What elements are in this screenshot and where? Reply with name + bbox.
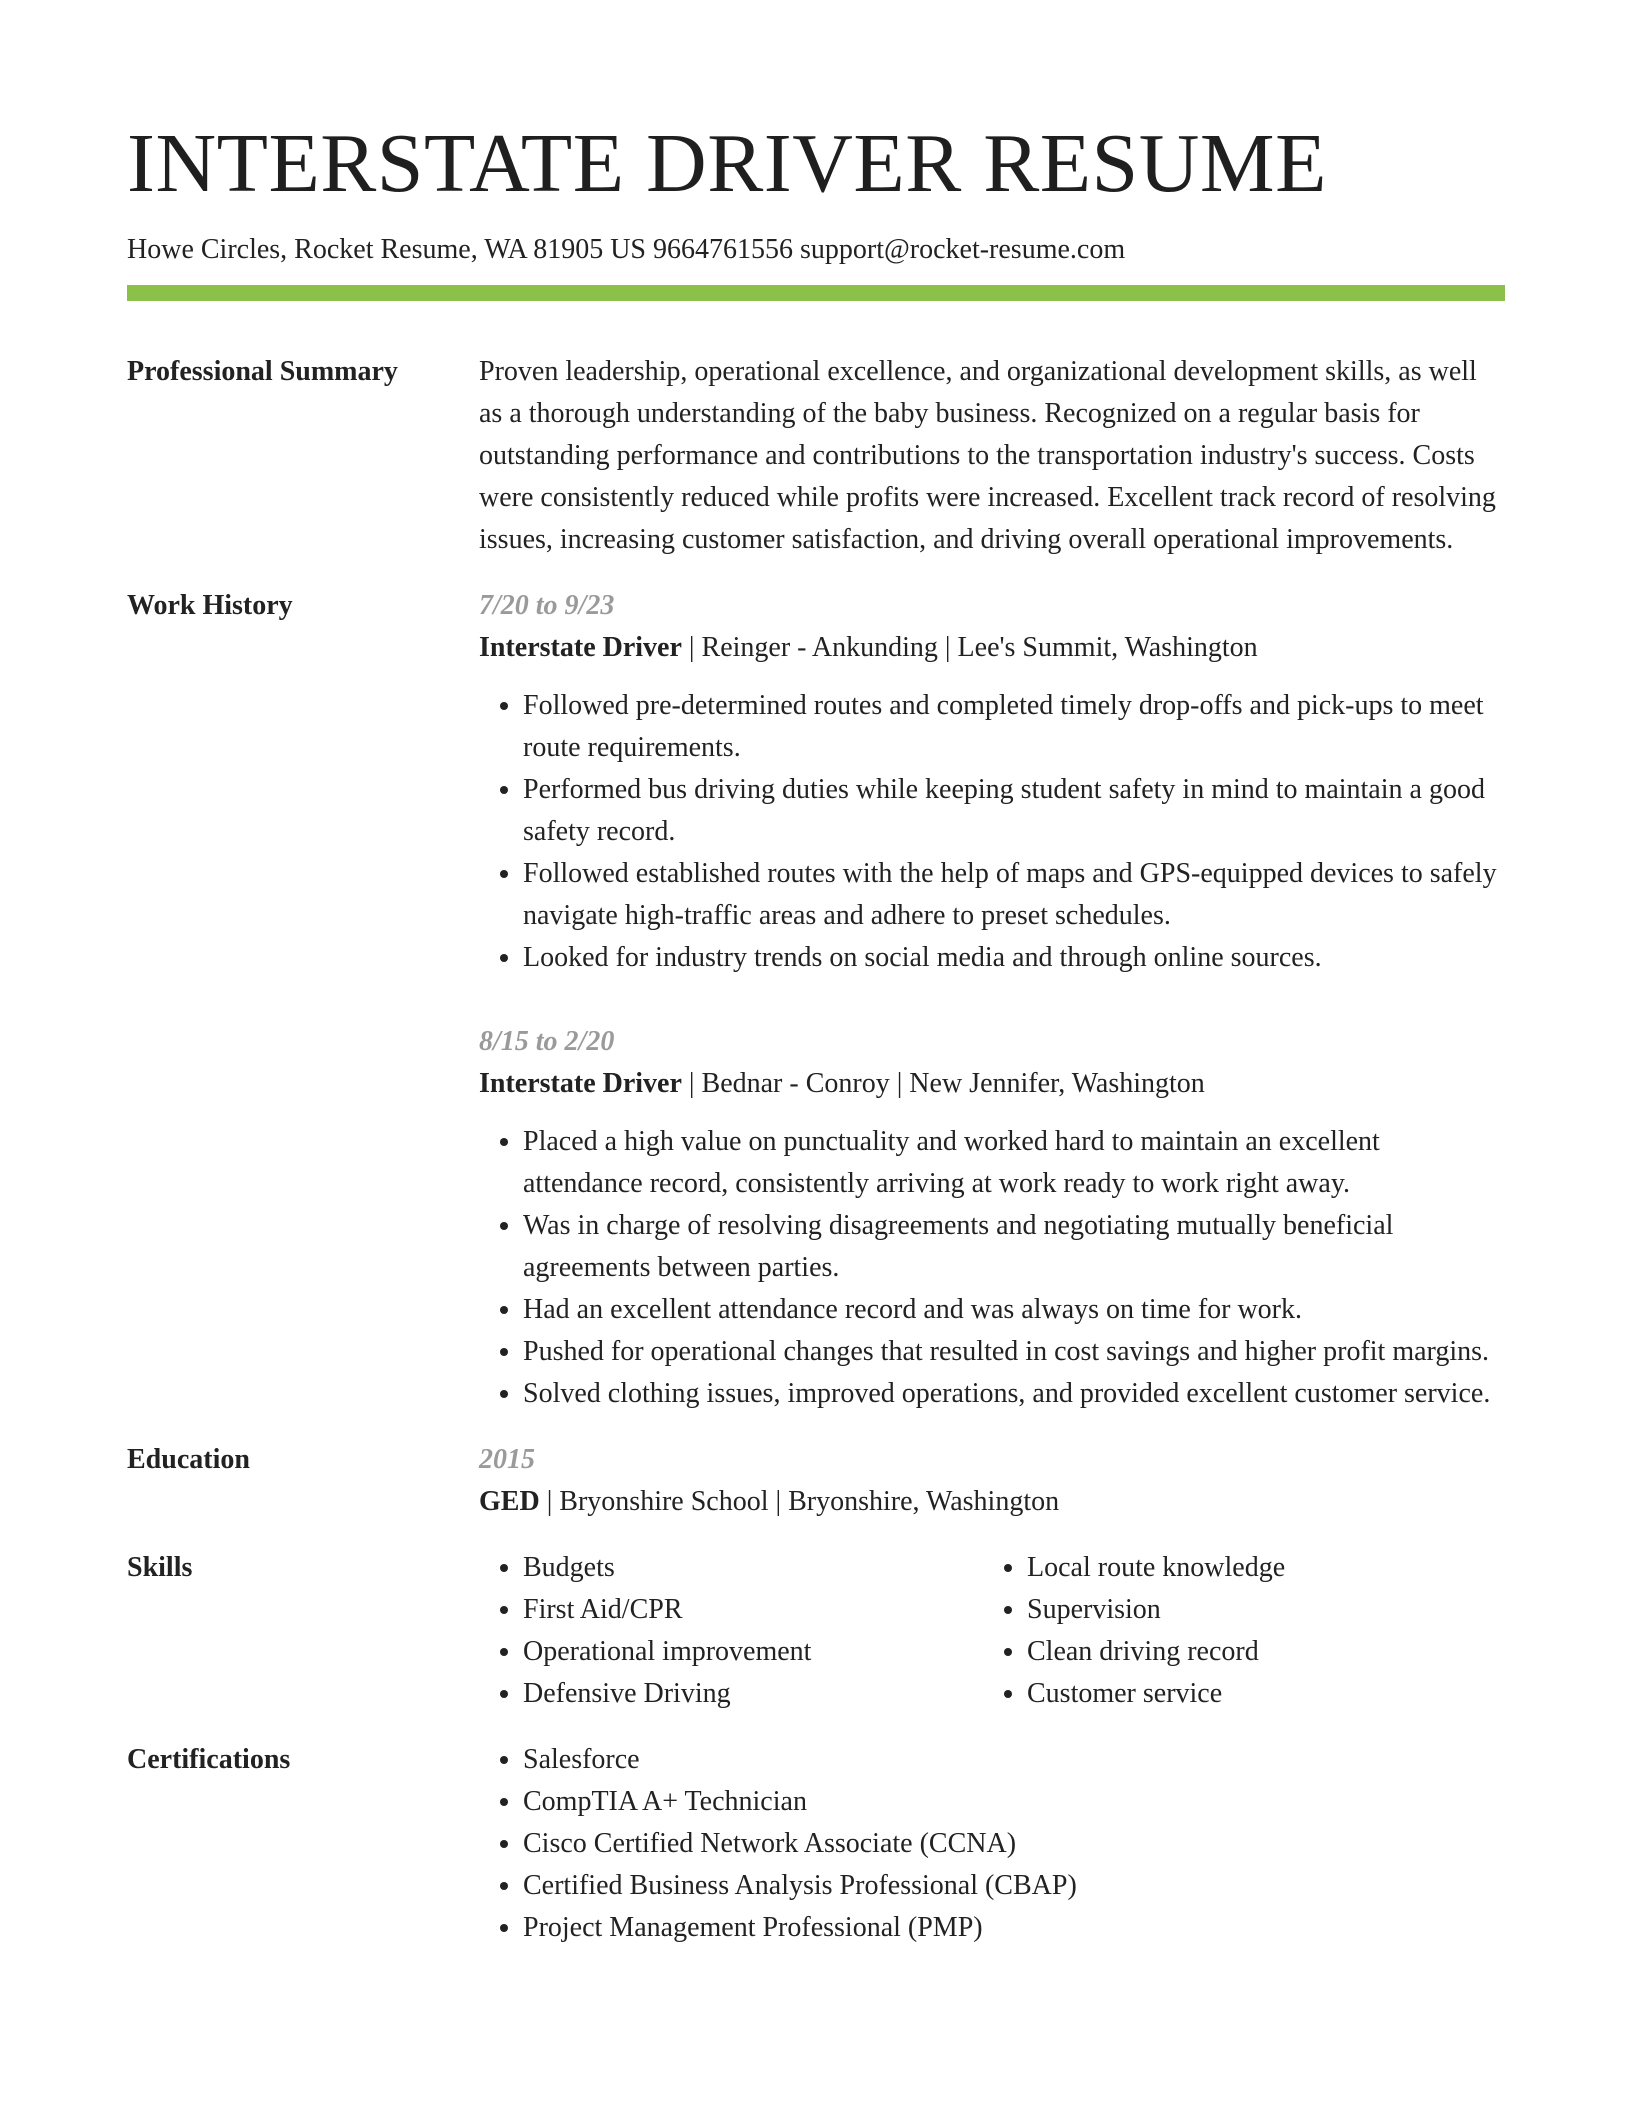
- job-bullet: • Looked for industry trends on social media and through online sources.: [523, 937, 1505, 979]
- certification-item: • Salesforce: [523, 1739, 1505, 1781]
- certification-item: • Cisco Certified Network Associate (CCNA): [523, 1823, 1505, 1865]
- summary-text: Proven leadership, operational excellence, and organizational development skills, as well as a thorough understanding of the baby business. Recognized on a regular basis for outstanding performance and contributions to the transportation industry's success. Costs were consistently reduced while profits were increased. Excellent track record of resolving issues, increasing customer satisfaction, and driving overall operational improvements.: [479, 356, 1496, 555]
- job-bullet: • Placed a high value on punctuality and worked hard to maintain an excellent attendance record, consistently arriving at work ready to work right away.: [523, 1121, 1505, 1205]
- skill-item: • First Aid/CPR: [523, 1589, 983, 1631]
- summary-body: [479, 351, 1505, 561]
- education-details: | Bryonshire School | Bryonshire, Washington: [539, 1486, 1060, 1517]
- job-bullet: • Pushed for operational changes that resulted in cost savings and higher profit margins.: [523, 1331, 1505, 1373]
- job-title-line: [479, 1063, 1505, 1105]
- resume-content: [127, 351, 1505, 1973]
- job-bullet: • Had an excellent attendance record and was always on time for work.: [523, 1289, 1505, 1331]
- skill-item: • Local route knowledge: [1027, 1547, 1487, 1589]
- certifications-body: [479, 1739, 1505, 1949]
- header-accent-rule: [127, 285, 1505, 301]
- section-label-summary: Professional Summary: [127, 356, 398, 387]
- job-title: Interstate Driver: [479, 632, 682, 663]
- section-skills: [127, 1547, 1505, 1715]
- certification-item: • Project Management Professional (PMP): [523, 1907, 1505, 1949]
- education-line: [479, 1481, 1505, 1523]
- education-degree: GED: [479, 1486, 540, 1517]
- job-dates: 7/20 to 9/23: [479, 590, 615, 621]
- skills-column-1: [479, 1547, 983, 1715]
- job-bullets: [479, 1121, 1505, 1415]
- job-entry: [479, 1021, 1505, 1415]
- work-history-body: [479, 585, 1505, 1415]
- certification-item: • Certified Business Analysis Professional (CBAP): [523, 1865, 1505, 1907]
- job-bullet: • Performed bus driving duties while keeping student safety in mind to maintain a good safety record.: [523, 769, 1505, 853]
- job-bullet: • Followed pre-determined routes and completed timely drop-offs and pick-ups to meet route requirements.: [523, 685, 1505, 769]
- skill-item: • Budgets: [523, 1547, 983, 1589]
- section-work-history: [127, 585, 1505, 1415]
- skill-item: • Defensive Driving: [523, 1673, 983, 1715]
- skills-column-2: [983, 1547, 1487, 1715]
- section-label-education: Education: [127, 1444, 250, 1475]
- section-label-skills: Skills: [127, 1552, 193, 1583]
- section-education: [127, 1439, 1505, 1523]
- job-bullet: • Was in charge of resolving disagreements and negotiating mutually beneficial agreements between parties.: [523, 1205, 1505, 1289]
- job-details: | Reinger - Ankunding | Lee's Summit, Washington: [681, 632, 1258, 663]
- resume-title: INTERSTATE DRIVER RESUME: [127, 117, 1327, 210]
- skill-item: • Supervision: [1027, 1589, 1487, 1631]
- section-summary: [127, 351, 1505, 561]
- section-label-work-history: Work History: [127, 590, 293, 621]
- job-title-line: [479, 627, 1505, 669]
- job-title: Interstate Driver: [479, 1068, 682, 1099]
- contact-line: Howe Circles, Rocket Resume, WA 81905 US 9664761556 support@rocket-resume.com: [127, 234, 1126, 265]
- education-year: 2015: [479, 1444, 535, 1475]
- skill-item: • Customer service: [1027, 1673, 1487, 1715]
- section-certifications: [127, 1739, 1505, 1949]
- skill-item: • Operational improvement: [523, 1631, 983, 1673]
- skills-body: [479, 1547, 1505, 1715]
- job-bullet: • Solved clothing issues, improved operations, and provided excellent customer service.: [523, 1373, 1505, 1415]
- skill-item: • Clean driving record: [1027, 1631, 1487, 1673]
- job-dates: 8/15 to 2/20: [479, 1026, 615, 1057]
- certification-item: • CompTIA A+ Technician: [523, 1781, 1505, 1823]
- job-details: | Bednar - Conroy | New Jennifer, Washington: [681, 1068, 1205, 1099]
- certifications-list: [479, 1739, 1505, 1949]
- education-body: [479, 1439, 1505, 1523]
- job-bullets: [479, 685, 1505, 979]
- section-label-certifications: Certifications: [127, 1744, 291, 1775]
- job-bullet: • Followed established routes with the help of maps and GPS-equipped devices to safely navigate high-traffic areas and adhere to preset schedules.: [523, 853, 1505, 937]
- job-entry: [479, 585, 1505, 979]
